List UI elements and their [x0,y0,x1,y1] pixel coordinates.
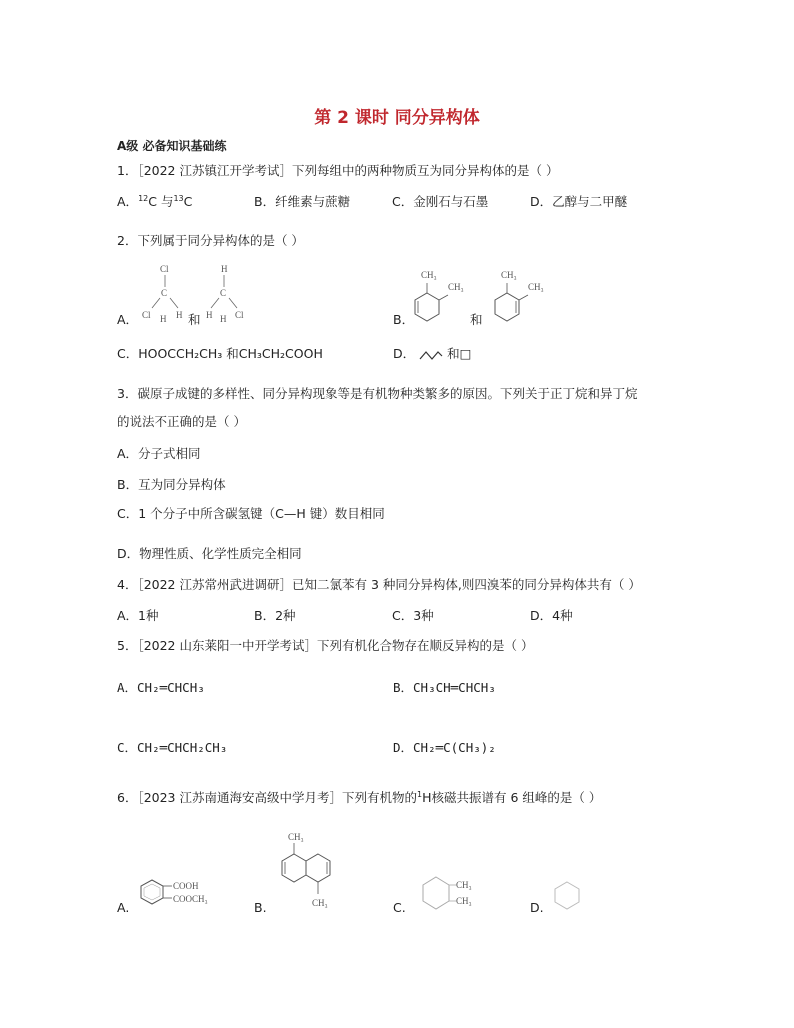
q2-b-ch3-1: CH₃ [421,270,437,280]
q5-stem: 5．［2022 山东莱阳一中开学考试］下列有机化合物存在顺反异构的是（ ） [117,638,534,653]
q6-stem [117,790,601,808]
q6-stem-pre: 6．［2023 江苏南通海安高级中学月考］下列有机物的 [117,790,417,805]
q2-b-ch3-3: CH₃ [501,270,517,280]
q6-c-ch3-1: CH₃ [456,880,472,890]
q3-stem-line1: 3．碳原子成键的多样性、同分异构现象等是有机物种类繁多的原因。下列关于正丁烷和异丁烷 [117,386,638,401]
q5-option-a[interactable]: A．CH₂═CHCH₃ [117,680,205,695]
q1-a-sup2: 13 [173,194,184,203]
q6-stem-post: H核磁共振谱有 6 组峰的是（ ） [422,790,602,805]
q6-option-b[interactable]: B. [254,900,267,915]
q2-option-b-label[interactable]: B． [393,312,415,327]
q2-stem: 2．下列属于同分异构体的是（ ） [117,233,304,248]
q1-option-d[interactable]: D．乙醇与二甲醚 [530,194,628,209]
q6-stem-sup: 1 [417,790,423,799]
q6-option-d[interactable]: D. [530,900,544,915]
q3-stem-line2: 的说法不正确的是（ ） [117,414,246,429]
q1-a-c2: C [183,194,193,209]
q6-option-c[interactable]: C. [393,900,406,915]
page-title: 第 2 课时 同分异构体 [314,108,480,128]
q6-a-cooh: COOH [173,881,199,891]
q1-stem: 1．［2022 江苏镇江开学考试］下列每组中的两种物质互为同分异构体的是（ ） [117,163,559,178]
q1-option-c[interactable]: C．金刚石与石墨 [392,194,489,209]
q4-option-c[interactable]: C．3种 [392,608,434,623]
q1-option-b[interactable]: B．纤维素与蔗糖 [254,194,351,209]
q2-a-h-top: H [221,264,228,274]
q2-d-label: D． [393,346,416,361]
q2-a-cl-right: Cl [235,310,244,320]
q2-b-ch3-4: CH₃ [528,282,544,292]
q6-b-ch3-top: CH₃ [288,832,304,842]
q6-option-a[interactable]: A. [117,900,130,915]
q2-a-h4: H [220,314,227,324]
q2-a-c2: C [220,288,227,298]
q3-option-c[interactable]: C．1 个分子中所含碳氢键（C—H 键）数目相同 [117,506,385,521]
q5-option-c[interactable]: C．CH₂═CHCH₂CH₃ [117,740,228,755]
q5-option-d[interactable]: D．CH₂═C(CH₃)₂ [393,740,496,755]
q2-a-h2: H [176,310,183,320]
zigzag-icon [419,349,443,361]
q2-d-and: 和□ [447,346,472,361]
q6-a-cooch3: COOCH₃ [173,894,208,904]
q1-a-sup1: 12 [138,194,149,203]
q2-option-a-label[interactable]: A． [117,312,139,327]
q3-option-b[interactable]: B．互为同分异构体 [117,477,226,492]
q6-a-structure [136,876,226,912]
q2-a-c1: C [161,288,168,298]
q2-b-and: 和 [470,312,483,327]
q5-option-b[interactable]: B．CH₃CH═CHCH₃ [393,680,496,695]
q2-a-cl-left: Cl [142,310,151,320]
level-a-heading: A级 必备知识基础练 [117,139,227,153]
q6-c-structure [414,874,484,914]
q6-b-ch3-bottom: CH₃ [312,898,328,908]
q6-b-structure [274,832,344,912]
q1-a-label: A． [117,194,139,209]
q4-stem: 4．［2022 江苏常州武进调研］已知二氯苯有 3 种同分异构体,则四溴苯的同分异构体共有（ ） [117,577,641,592]
q2-option-d[interactable] [393,346,471,362]
q1-a-c1: C 与 [148,194,174,209]
q4-option-a[interactable]: A．1种 [117,608,159,623]
q1-option-a[interactable] [117,194,192,212]
q2-option-c[interactable]: C．HOOCCH₂CH₃ 和CH₃CH₂COOH [117,346,323,361]
q3-option-d[interactable]: D．物理性质、化学性质完全相同 [117,546,302,561]
q2-a-h1: H [160,314,167,324]
q2-a-h3: H [206,310,213,320]
q4-option-d[interactable]: D．4种 [530,608,573,623]
q4-option-b[interactable]: B．2种 [254,608,296,623]
q2-a-cl-top: Cl [160,264,169,274]
q3-option-a[interactable]: A．分子式相同 [117,446,201,461]
q6-c-ch3-2: CH₃ [456,896,472,906]
q2-b-ch3-2: CH₃ [448,282,464,292]
q2-a-and: 和 [188,312,201,327]
benzene-icon [552,880,582,910]
